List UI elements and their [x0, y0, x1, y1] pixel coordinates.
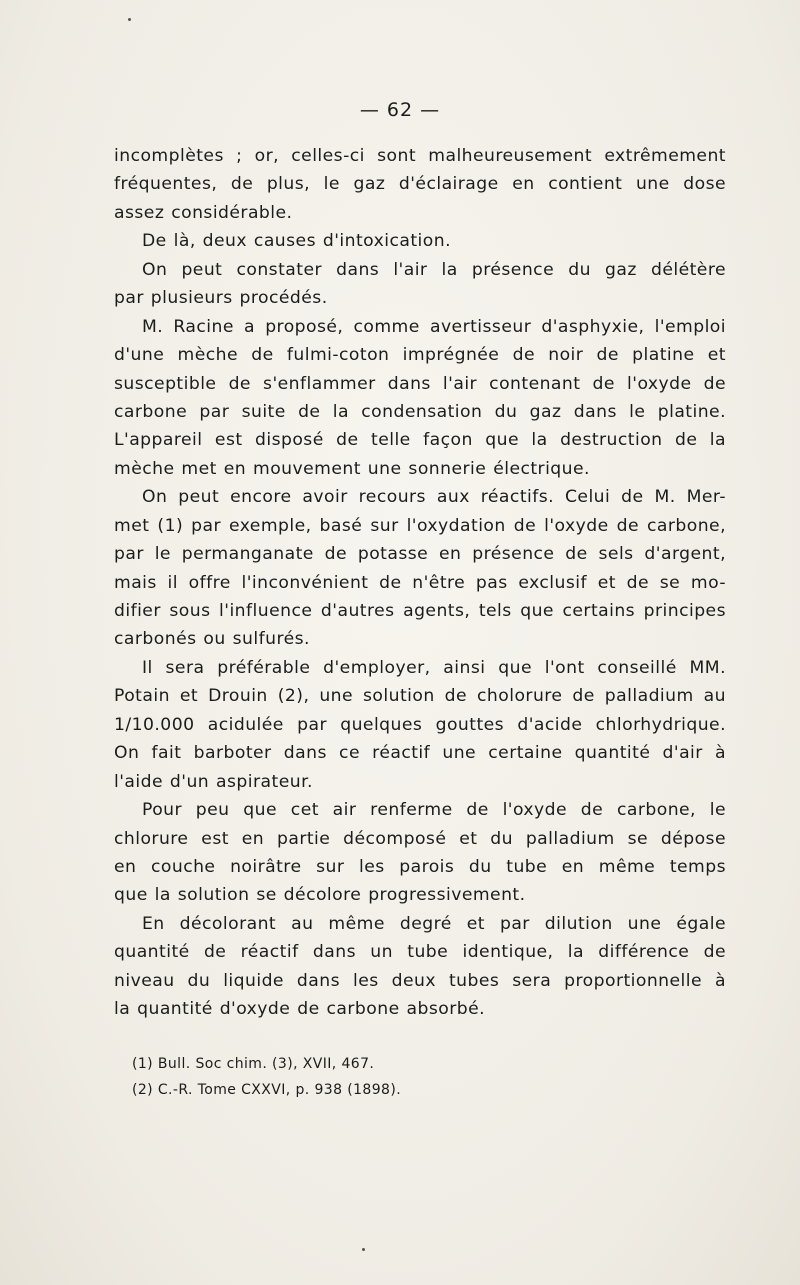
text-line: quantité de réactif dans un tube identique, la différence de [114, 942, 726, 963]
ink-speck [128, 18, 131, 21]
text-line: Pour peu que cet air renferme de l'oxyde de carbone, le [142, 800, 726, 821]
text-line: Potain et Drouin (2), une solution de cholorure de palladium au [114, 686, 726, 707]
text-line: niveau du liquide dans les deux tubes sera proportionnelle à [114, 970, 726, 991]
text-line: carbone par suite de la condensation du gaz dans le platine. [114, 401, 726, 422]
text-line: M. Racine a proposé, comme avertisseur d'asphyxie, l'emploi [142, 316, 726, 337]
text-line: chlorure est en partie décomposé et du palladium se dépose [114, 828, 726, 849]
text-line: On peut encore avoir recours aux réactifs. Celui de M. Mer- [142, 487, 726, 508]
text-line: 1/10.000 acidulée par quelques gouttes d'acide chlorhydrique. [114, 714, 726, 735]
text-line: De là, deux causes d'intoxication. [142, 231, 451, 252]
text-line: susceptible de s'enflammer dans l'air contenant de l'oxyde de [114, 373, 726, 394]
footnote: (2) C.-R. Tome CXXVI, p. 938 (1898). [132, 1082, 402, 1098]
text-line: la quantité d'oxyde de carbone absorbé. [114, 999, 486, 1020]
text-line: que la solution se décolore progressivement. [114, 885, 526, 906]
text-line: On fait barboter dans ce réactif une certaine quantité d'air à [114, 743, 726, 764]
ink-speck [362, 1248, 365, 1251]
text-line: assez considérable. [114, 202, 293, 223]
text-line: mais il offre l'inconvénient de n'être pas exclusif et de se mo- [114, 572, 726, 593]
text-line: L'appareil est disposé de telle façon que la destruction de la [114, 430, 726, 451]
text-line: met (1) par exemple, basé sur l'oxydation de l'oxyde de carbone, [114, 515, 726, 536]
text-line: fréquentes, de plus, le gaz d'éclairage en contient une dose [114, 174, 726, 195]
text-line: En décolorant au même degré et par dilution une égale [142, 913, 726, 934]
body-text [114, 142, 726, 1024]
text-line: Il sera préférable d'employer, ainsi que l'ont conseillé MM. [142, 657, 726, 678]
text-line: incomplètes ; or, celles-ci sont malheureusement extrêmement [114, 146, 726, 166]
text-line: par le permanganate de potasse en présence de sels d'argent, [114, 544, 726, 565]
text-line: d'une mèche de fulmi-coton imprégnée de noir de platine et [114, 345, 726, 366]
text-line: en couche noirâtre sur les parois du tube en même temps [114, 856, 726, 877]
page-number: — 62 — [359, 99, 441, 121]
footnotes [132, 1051, 532, 1103]
text-line: par plusieurs procédés. [114, 288, 328, 309]
footnote: (1) Bull. Soc chim. (3), XVII, 467. [132, 1056, 375, 1072]
text-line: l'aide d'un aspirateur. [114, 771, 313, 792]
text-line: difier sous l'influence d'autres agents, tels que certains principes [114, 601, 726, 621]
text-line: mèche met en mouvement une sonnerie électrique. [114, 458, 590, 479]
text-line: On peut constater dans l'air la présence du gaz délétère [142, 259, 726, 280]
text-line: carbonés ou sulfurés. [114, 629, 310, 650]
